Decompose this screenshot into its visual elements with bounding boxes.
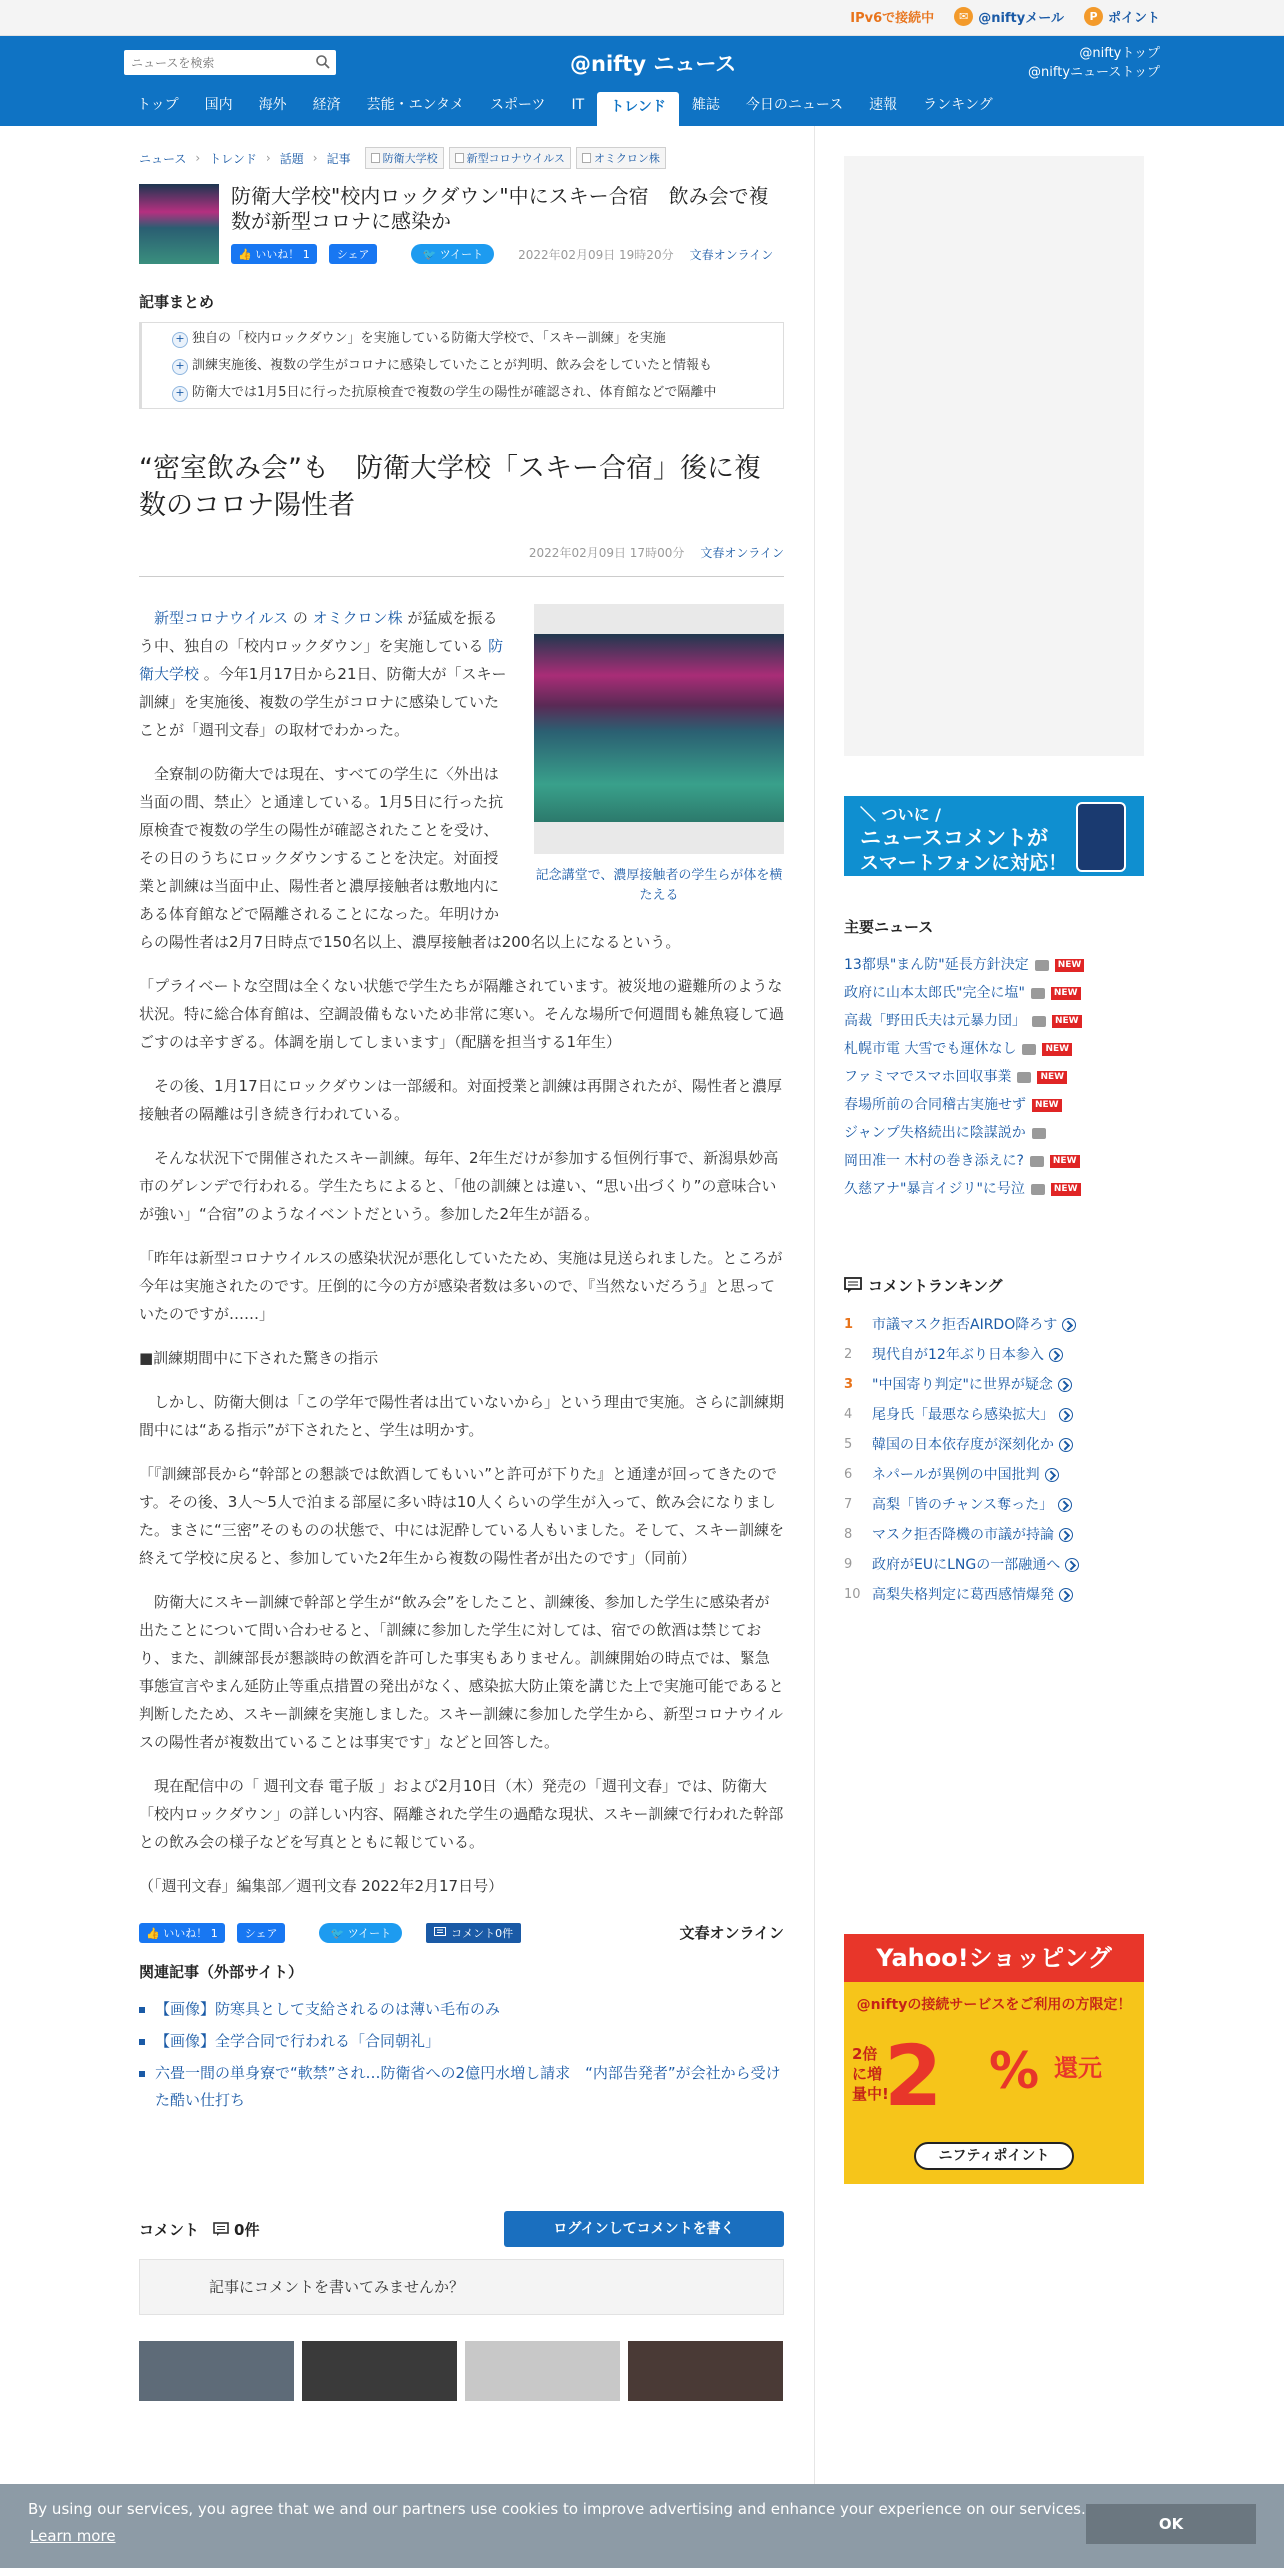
- paragraph: そんな状況下で開催されたスキー訓練。毎年、2年生だけが参加する恒例行事で、新潟県妙高市のゲレンデで行われる。学生たちによると、「他の訓練とは違い、“思い出づくり”の意味合いが強い」“合宿”のようなイベントだという。参加した2年生が語る。: [139, 1149, 779, 1223]
- yahoo-ad-sub: @niftyの接続サービスをご利用の方限定！: [856, 1997, 1132, 2013]
- nav-trend[interactable]: トレンド: [597, 92, 679, 126]
- auditorium-photo: [534, 634, 784, 822]
- comment-count-label: コメント0件: [451, 1926, 514, 1940]
- ranking-item[interactable]: 5 韓国の日本依存度が深刻化か: [844, 1430, 1144, 1460]
- related-link[interactable]: 【画像】防寒具として支給されるのは薄い毛布のみ: [139, 1996, 784, 2023]
- arrow-right-icon: [1059, 1528, 1073, 1542]
- yahoo-shopping-ad[interactable]: [844, 1934, 1144, 2184]
- arrow-right-icon: [1059, 1408, 1073, 1422]
- new-badge: NEW: [1042, 1043, 1072, 1056]
- rank-number: 9: [844, 1557, 853, 1572]
- tag-omicron[interactable]: オミクロン株: [576, 147, 666, 169]
- camera-icon: [1035, 960, 1049, 971]
- article-figure: [534, 604, 784, 906]
- yahoo-ad-title: Yahoo!ショッピング: [844, 1934, 1144, 1982]
- cookie-text: By using our services, you agree that we and our partners use cookies to improve advertising and enhance your experience on our services.: [28, 2500, 1086, 2518]
- main-news-item[interactable]: 春場所前の合同稽古実施せず NEW: [844, 1091, 1144, 1119]
- banner-line2: ニュースコメントが: [860, 826, 1048, 850]
- rank-number: 7: [844, 1497, 853, 1512]
- photo-caption[interactable]: 記念講堂で、濃厚接触者の学生らが体を横たえる: [535, 868, 783, 903]
- column-divider: [814, 126, 815, 2526]
- article-date: [518, 246, 773, 263]
- paragraph: その後、1月17日にロックダウンは一部緩和。対面授業と訓練は再開されたが、陽性者と濃厚接触者の隔離は引き続き行われている。: [139, 1077, 783, 1123]
- learn-more-link[interactable]: Learn more: [30, 2527, 116, 2545]
- photo-frame[interactable]: [534, 604, 784, 854]
- paragraph: 防衛大にスキー訓練で幹部と学生が“飲み会”をしたこと、訓練後、参加した学生に感染者が出たことについて問い合わせると、「訓練に参加した学生に対しては、宿での飲酒は禁じており、また、訓練部長が懇談時の飲酒を許可した事実もありません。訓練開始の時点では、緊急事態宣言やまん延防止等重点措置の発出がなく、感染拡大防止策を講じた上で実施可能であると判断したため、スキー訓練を実施しました。スキー訓練に参加した学生から、新型コロナウイルスの陽性者が複数出ていることは事実です」などと回答した。: [139, 1593, 784, 1751]
- arrow-right-icon: [1065, 1558, 1079, 1572]
- comment-bar: [139, 2211, 784, 2247]
- ipv6-status: IPv6で接続中: [850, 11, 935, 26]
- source2-link[interactable]: 文春オンライン: [700, 546, 784, 560]
- nav-breaking[interactable]: 速報: [869, 97, 898, 113]
- comment-count: 0件: [234, 2220, 260, 2239]
- paragraph: 全寮制の防衛大では現在、すべての学生に〈外出は当面の間、禁止〉と通達している。1月5日に行った抗原検査で複数の学生の陽性が確認されたことを受け、その日のうちにロックダウンすることを決定。対面授業と訓練は当面中止、陽性者と濃厚接触者は敷地内にある体育館などで隔離されることになった。年明けからの陽性者は2月7日時点で150名以上、濃厚接触者は200名以上になるという。: [139, 765, 681, 951]
- nav-top[interactable]: トップ: [137, 97, 179, 113]
- cookie-banner: [0, 2484, 1284, 2568]
- new-badge: NEW: [1051, 987, 1081, 1000]
- recommend-thumb[interactable]: [465, 2341, 620, 2401]
- nav-sports[interactable]: スポーツ: [490, 97, 546, 113]
- mail-label: @niftyメール: [978, 11, 1064, 26]
- camera-icon: [1031, 1184, 1045, 1195]
- summary-heading: 記事まとめ: [139, 293, 215, 311]
- article-title: 防衛大学校"校内ロックダウン"中にスキー合宿 飲み会で複数が新型コロナに感染か: [231, 184, 769, 233]
- nav-entertainment[interactable]: 芸能・エンタメ: [366, 97, 465, 113]
- comment-feature-banner[interactable]: [844, 796, 1144, 876]
- arrow-right-icon: [1059, 1588, 1073, 1602]
- comment-icon: [844, 1277, 862, 1294]
- article-thumbnail[interactable]: [139, 184, 219, 264]
- header-links: [1028, 44, 1160, 82]
- rank-number: 5: [844, 1437, 853, 1452]
- related-link[interactable]: 【画像】全学合同で行われる「合同朝礼」: [139, 2028, 784, 2055]
- breadcrumb-article: 記事: [326, 151, 351, 166]
- nav-magazine[interactable]: 雑誌: [691, 97, 720, 113]
- comment-ranking: [844, 1275, 1144, 1610]
- camera-icon: [1032, 1128, 1046, 1139]
- rank-number: 3: [844, 1377, 854, 1392]
- rank-number: 4: [844, 1407, 853, 1422]
- banner-line3: スマートフォンに対応！: [860, 852, 1068, 874]
- recommend-thumb[interactable]: [139, 2341, 294, 2401]
- comment-count-button[interactable]: [426, 1923, 521, 1943]
- banner-line1: ＼ ついに /: [860, 805, 941, 824]
- summary-item: + 防衛大では1月5日に行った抗原検査で複数の学生の陽性が確認され、体育館などで隔離中: [172, 379, 783, 406]
- ranking-item[interactable]: 9 政府がEUにLNGの一部融通へ: [844, 1550, 1144, 1580]
- main-column: [139, 126, 784, 2401]
- main-news-item[interactable]: ファミマでスマホ回収事業 NEW: [844, 1063, 1144, 1091]
- paragraph: 新型コロナウイルス の オミクロン株 が猛威を振るう中、独自の「校内ロックダウン」を実施している 防衛大学校 。今年1月17日から21日、防衛大が「スキー訓練」を実施後、複数の学生がコロナに感染していたことが「週刊文春」の取材でわかった。: [139, 609, 507, 739]
- subheading: ■訓練期間中に下された驚きの指示: [139, 1349, 379, 1367]
- date2-text: 2022年02月09日 17時00分: [528, 546, 685, 560]
- rank-number: 6: [844, 1467, 853, 1482]
- recommend-thumbnails: [139, 2341, 784, 2401]
- arrow-right-icon: [1058, 1498, 1072, 1512]
- new-badge: NEW: [1037, 1071, 1067, 1084]
- search-input[interactable]: [124, 50, 304, 75]
- yahoo-ad-point: ニフティポイント: [914, 2142, 1074, 2170]
- keyword-link[interactable]: 防衛大学校: [139, 637, 504, 683]
- like-label: いいね！ 1: [163, 1926, 218, 1940]
- point-icon: P: [1084, 7, 1103, 26]
- rank-number: 1: [844, 1317, 854, 1332]
- nav-domestic[interactable]: 国内: [204, 97, 233, 113]
- nifty-mail-link[interactable]: [954, 7, 1064, 26]
- yahoo-ad-kangen: 還元: [1054, 2054, 1102, 2082]
- keyword-link[interactable]: 新型コロナウイルス: [154, 609, 289, 627]
- article-header: [139, 184, 784, 264]
- cookie-ok-button[interactable]: OK: [1086, 2504, 1256, 2544]
- ranking-item[interactable]: 3 "中国寄り判定"に世界が疑念: [844, 1370, 1144, 1400]
- paragraph: 「昨年は新型コロナウイルスの感染状況が悪化していたため、実施は見送られました。ところが今年は実施されたのです。圧倒的に今の方が感染者数は多いので、『当然ないだろう』と思っていたのですが……」: [139, 1249, 783, 1323]
- sidebar: [844, 156, 1144, 2184]
- article-meta: [139, 544, 784, 561]
- global-nav: [0, 88, 1284, 126]
- camera-icon: [1022, 1044, 1036, 1055]
- tag-covid[interactable]: 新型コロナウイルス: [449, 147, 571, 169]
- share-button[interactable]: シェア: [237, 1923, 286, 1943]
- recommend-thumb[interactable]: [302, 2341, 457, 2401]
- thumbs-up-icon: 👍: [146, 1926, 160, 1940]
- point-label: ポイント: [1107, 11, 1160, 26]
- mail-icon: ✉: [954, 7, 973, 26]
- smartphone-icon: [1076, 802, 1126, 872]
- tweet-label: ツイート: [347, 1926, 392, 1940]
- nifty-news-top-link[interactable]: @niftyニューストップ: [1028, 65, 1160, 80]
- tag-list: [365, 147, 666, 169]
- yahoo-ad-percent: %: [989, 2042, 1040, 2100]
- summary-item: + 独自の「校内ロックダウン」を実施している防衛大学校で、「スキー訓練」を実施: [172, 325, 783, 352]
- main-news: [844, 916, 1144, 1203]
- divider: [139, 576, 784, 577]
- yahoo-ad-number: 2: [884, 2027, 943, 2125]
- arrow-right-icon: [1045, 1468, 1059, 1482]
- ranking-item[interactable]: 7 高梨「皆のチャンス奪った」: [844, 1490, 1144, 1520]
- comment-label: コメント 0件: [139, 2220, 260, 2239]
- summary-list: [139, 322, 784, 409]
- breadcrumb-trend[interactable]: トレンド: [209, 151, 257, 166]
- main-news-item[interactable]: 政府に山本太郎氏"完全に塩" NEW: [844, 979, 1144, 1007]
- ranking-item[interactable]: 4 尾身氏「最悪なら感染拡大」: [844, 1400, 1144, 1430]
- main-news-item[interactable]: 高裁「野田氏夫は元暴力団」 NEW: [844, 1007, 1144, 1035]
- main-news-item[interactable]: 札幌市電 大雪でも運休なし NEW: [844, 1035, 1144, 1063]
- search-box: [124, 50, 336, 75]
- tweet-button[interactable]: [319, 1923, 402, 1943]
- like-button[interactable]: [231, 244, 317, 264]
- nav-economy[interactable]: 経済: [312, 97, 341, 113]
- bird-icon: 🐦: [422, 248, 437, 261]
- comment-icon: [213, 2222, 229, 2237]
- main-news-item[interactable]: 13都県"まん防"延長方針決定 NEW: [844, 951, 1144, 979]
- paragraph: 「プライベートな空間は全くない状態で学生たちが隔離されています。被災地の避難所のような状況。特に総合体育館は、空調設備もないため非常に寒い。そんな場所で何週間も雑魚寝して過ごすのは辛すぎる。体調を崩してしまいます」（配膳を担当する1年生）: [139, 977, 785, 1051]
- like-label: いいね！ 1: [255, 248, 310, 261]
- breadcrumb: ニュース › トレンド › 話題 › 記事 防衛大学校 新型コロナウイルス オミクロン株: [139, 146, 784, 170]
- paragraph: （「週刊文春」編集部／週刊文春 2022年2月17日号）: [139, 1877, 504, 1895]
- ranking-item[interactable]: 2 現代自が12年ぶり日本参入: [844, 1340, 1144, 1370]
- bird-icon: 🐦: [330, 1926, 345, 1940]
- article-headline: “密室飲み会”も 防衛大学校「スキー合宿」後に複数のコロナ陽性者: [139, 453, 761, 521]
- paragraph: しかし、防衛大側は「この学年で陽性者は出ていないから」という理由で実施。さらに訓練期間中には“ある指示”が下されたと、学生は明かす。: [139, 1393, 785, 1439]
- date-text: 2022年02月09日 19時20分: [518, 247, 674, 262]
- main-news-item[interactable]: ジャンプ失格続出に陰謀説か: [844, 1119, 1144, 1147]
- related-heading: 関連記事（外部サイト）: [139, 1963, 303, 1981]
- top-links: [850, 7, 1160, 26]
- keyword-link[interactable]: オミクロン株: [312, 609, 403, 627]
- nifty-top-link[interactable]: @niftyトップ: [1079, 46, 1160, 61]
- main-news-list: [844, 951, 1144, 1203]
- nav-today[interactable]: 今日のニュース: [745, 97, 844, 113]
- thumbs-up-icon: 👍: [238, 248, 252, 261]
- site-logo[interactable]: @nifty ニュース: [570, 52, 737, 76]
- nav-it[interactable]: IT: [571, 97, 585, 113]
- main-news-item[interactable]: 岡田准一 木村の巻き添えに? NEW: [844, 1147, 1144, 1175]
- paragraph: 現在配信中の「 週刊文春 電子版 」および2月10日（木）発売の「週刊文春」では、防衛大「校内ロックダウン」の詳しい内容、隔離された学生の過酷な現状、スキー訓練で行われた幹部との飲み会の様子などを写真とともに報じている。: [139, 1777, 784, 1851]
- ranking-item[interactable]: 8 マスク拒否降機の市議が持論: [844, 1520, 1144, 1550]
- camera-icon: [1030, 1156, 1044, 1167]
- ranking-item[interactable]: 6 ネパールが異例の中国批判: [844, 1460, 1144, 1490]
- arrow-right-icon: [1059, 1438, 1073, 1452]
- ranking-item[interactable]: 1 市議マスク拒否AIRDO降ろす: [844, 1310, 1144, 1340]
- article-body: [139, 604, 784, 1900]
- yahoo-ad-left: 2倍に増量中!: [852, 2045, 889, 2103]
- point-link[interactable]: [1084, 7, 1160, 26]
- main-news-item[interactable]: 久慈アナ"暴言イジリ"に号泣 NEW: [844, 1175, 1144, 1203]
- paragraph: 「『訓練部長から“幹部との懇談では飲酒してもいい”と許可が下りた』と通達が回ってきたのです。その後、3人～5人で泊まる部屋に多い時は10人くらいの学生が入って、飲み会になりました。まさに“三密”そのものの状態で、中には泥酔している人もいました。そして、スキー訓練を終えて学校に戻ると、参加していた2年生から複数の陽性者が出たのです」（同前）: [139, 1465, 784, 1567]
- tweet-button[interactable]: [411, 244, 494, 264]
- tag-boei[interactable]: 防衛大学校: [365, 147, 444, 169]
- arrow-right-icon: [1049, 1348, 1063, 1362]
- source-link[interactable]: 文春オンライン: [689, 247, 774, 262]
- related-articles: [139, 1961, 784, 2114]
- rank-number: 8: [844, 1527, 853, 1542]
- main-news-heading: 主要ニュース: [844, 918, 934, 936]
- recommend-thumb[interactable]: [628, 2341, 783, 2401]
- breadcrumb-news[interactable]: ニュース: [139, 151, 187, 166]
- login-comment-button[interactable]: ログインしてコメントを書く: [504, 2211, 784, 2247]
- ranking-item[interactable]: 10 高梨失格判定に葛西感情爆発: [844, 1580, 1144, 1610]
- ranking-heading: コメントランキング: [844, 1275, 1144, 1296]
- share-button[interactable]: シェア: [329, 244, 378, 264]
- share-bar-bottom: [139, 1922, 784, 1943]
- new-badge: NEW: [1050, 1155, 1080, 1168]
- breadcrumb-topic[interactable]: 話題: [279, 151, 304, 166]
- tweet-label: ツイート: [439, 248, 484, 261]
- like-button[interactable]: [139, 1923, 225, 1943]
- share-bar: [231, 244, 784, 264]
- nav-ranking[interactable]: ランキング: [923, 97, 993, 113]
- publisher-logo[interactable]: 文春オンライン: [679, 1924, 784, 1942]
- rank-number: 10: [844, 1587, 861, 1602]
- search-icon[interactable]: [315, 54, 331, 74]
- camera-icon: [1017, 1072, 1031, 1083]
- article-summary: [139, 291, 784, 409]
- comment-prompt[interactable]: 記事にコメントを書いてみませんか？: [139, 2259, 784, 2315]
- site-header: [0, 36, 1284, 88]
- comment-icon: [434, 1927, 446, 1938]
- camera-icon: [1031, 988, 1045, 999]
- new-badge: NEW: [1032, 1099, 1062, 1112]
- summary-item: + 訓練実施後、複数の学生がコロナに感染していたことが判明、飲み会をしていたと情報も: [172, 352, 783, 379]
- arrow-right-icon: [1062, 1318, 1076, 1332]
- related-link[interactable]: 六畳一間の単身寮で“軟禁”され…防衛省への2億円水増し請求 “内部告発者”が会社から受けた酷い仕打ち: [139, 2060, 784, 2114]
- new-badge: NEW: [1052, 1015, 1082, 1028]
- top-utility-bar: [0, 0, 1284, 36]
- nav-world[interactable]: 海外: [258, 97, 287, 113]
- ranking-list: [844, 1310, 1144, 1610]
- camera-icon: [1032, 1016, 1046, 1027]
- arrow-right-icon: [1058, 1378, 1072, 1392]
- rank-number: 2: [844, 1347, 853, 1362]
- ad-placeholder[interactable]: [844, 156, 1144, 756]
- new-badge: NEW: [1055, 959, 1085, 972]
- new-badge: NEW: [1051, 1183, 1081, 1196]
